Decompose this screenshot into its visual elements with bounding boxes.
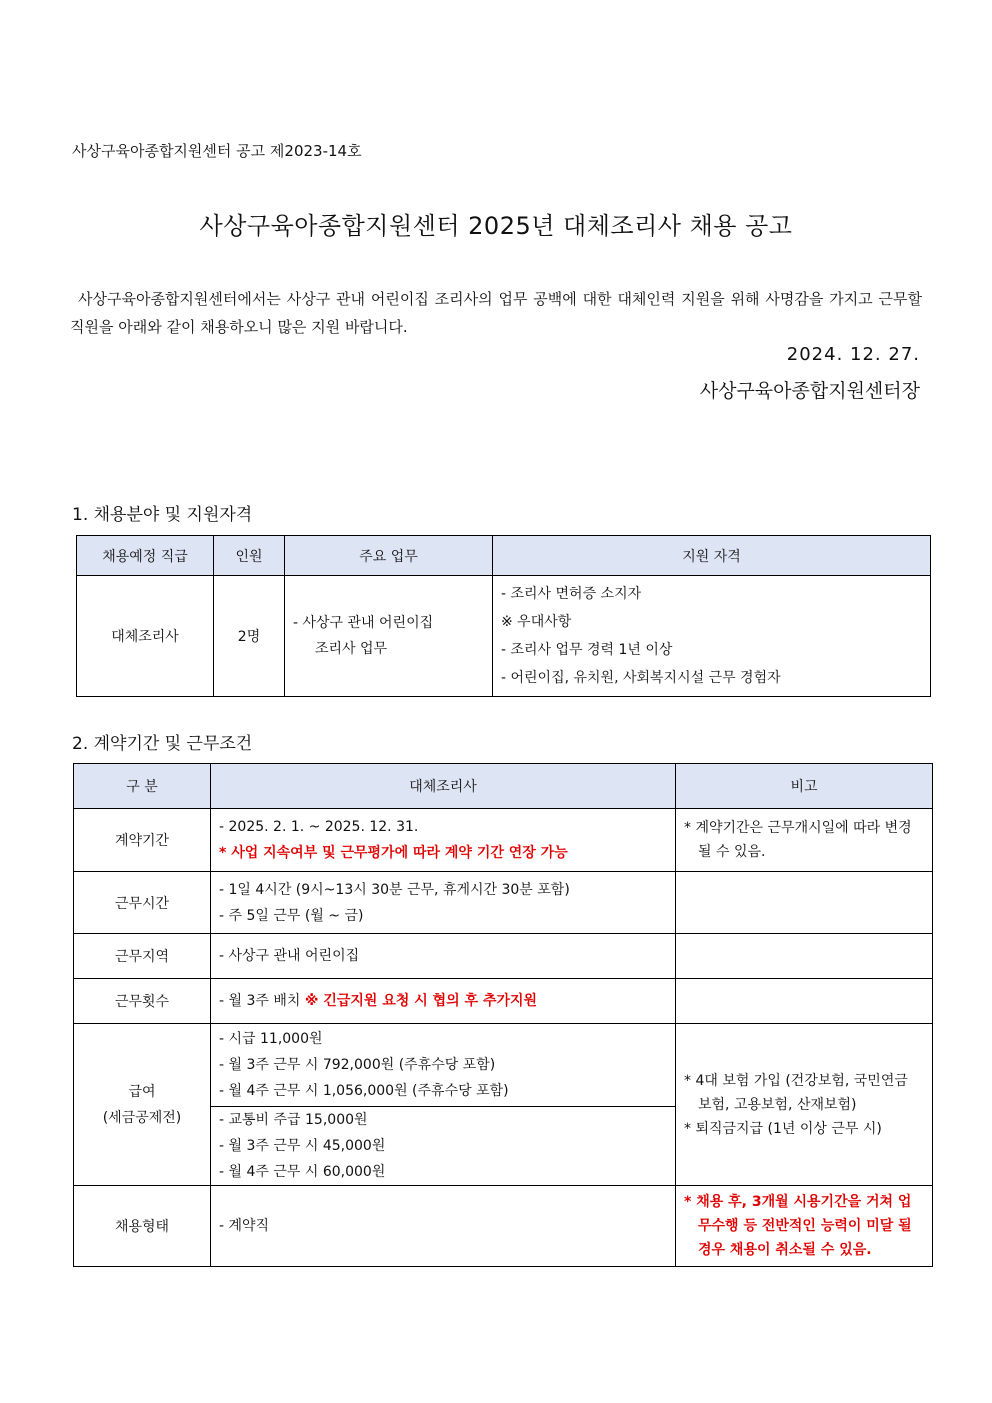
section1-heading: 1. 채용분야 및 지원자격 [72,505,253,525]
section2-heading: 2. 계약기간 및 근무조건 [72,734,253,754]
hours-line: - 주 5일 근무 (월 ~ 금) [219,907,364,924]
pay-label-sub: (세금공제전) [102,1109,182,1126]
hours-line: - 1일 4시간 (9시~13시 30분 근무, 휴게시간 30분 포함) [219,881,570,898]
wage-line: - 월 3주 근무 시 792,000원 (주휴수당 포함) [219,1057,496,1073]
wage-block [211,1024,675,1107]
hours-remark [676,872,933,934]
notice-date: 2024. 12. 27. [786,344,920,365]
table-row [74,872,933,934]
signer: 사상구육아종합지원센터장 [699,380,920,402]
transport-line: - 월 3주 근무 시 45,000원 [219,1138,386,1154]
transport-block [211,1107,675,1185]
duty-line: 조리사 업무 [315,641,388,657]
frequency-note: ※ 긴급지원 요청 시 협의 후 추가지원 [304,993,538,1009]
table-row [74,1186,933,1267]
severance-note: * 퇴직금지급 (1년 이상 근무 시) [684,1120,882,1137]
contract-cell [211,809,676,872]
col-header-category: 구 분 [74,764,211,809]
contract-period: - 2025. 2. 1. ~ 2025. 12. 31. [219,819,419,835]
intro-paragraph: 사상구육아종합지원센터에서는 사상구 관내 어린이집 조리사의 업무 공백에 대한 대체인력 지원을 위해 사명감을 가지고 근무할 직원을 아래와 같이 채용하오니 많은 지원 바랍니다. [70,290,922,336]
col-header-count: 인원 [214,536,285,576]
employment-label: 채용형태 [74,1186,211,1267]
duty-line: - 사상구 관내 어린이집 [293,615,434,631]
table-row [74,979,933,1024]
area-remark [676,934,933,979]
col-header-remarks: 비고 [676,764,933,809]
preference-heading: ※ 우대사항 [501,614,572,630]
hours-cell [211,872,676,934]
contract-label: 계약기간 [74,809,211,872]
probation-note: * 채용 후, 3개월 시용기간을 거쳐 업무수행 등 전반적인 능력이 미달 될 경우 채용이 취소될 수 있음. [676,1186,933,1267]
pay-cell [211,1024,676,1186]
employment-type: - 계약직 [211,1186,676,1267]
col-header-duty: 주요 업무 [285,536,493,576]
table-row [74,1024,933,1186]
col-header-cook: 대체조리사 [211,764,676,809]
pay-label: 급여 [128,1083,156,1100]
area-line: - 사상구 관내 어린이집 [211,934,676,979]
duty-cell [285,576,493,697]
col-header-position: 채용예정 직급 [77,536,214,576]
count-cell: 2명 [214,576,285,697]
table-row [74,934,933,979]
qualification-table [76,535,931,697]
frequency-label: 근무횟수 [74,979,211,1024]
frequency-cell [211,979,676,1024]
pay-label-cell [74,1024,211,1186]
table-row [74,809,933,872]
hours-label: 근무시간 [74,872,211,934]
wage-line: - 시급 11,000원 [219,1031,323,1047]
transport-line: - 월 4주 근무 시 60,000원 [219,1164,386,1180]
wage-line: - 월 4주 근무 시 1,056,000원 (주휴수당 포함) [219,1083,509,1099]
frequency-line: - 월 3주 배치 [219,993,301,1009]
contract-remark: * 계약기간은 근무개시일에 따라 변경될 수 있음. [676,809,933,872]
position-cell: 대체조리사 [77,576,214,697]
qualification-cell [493,576,931,697]
contract-extension-note: * 사업 지속여부 및 근무평가에 따라 계약 기간 연장 가능 [219,845,568,861]
page-title: 사상구육아종합지원센터 2025년 대체조리사 채용 공고 [199,212,793,240]
pay-remark [676,1024,933,1186]
transport-line: - 교통비 주급 15,000원 [219,1112,368,1128]
frequency-remark [676,979,933,1024]
qualification-line: - 조리사 면허증 소지자 [501,586,642,602]
table-row [77,576,931,697]
insurance-note: * 4대 보험 가입 (건강보험, 국민연금 보험, 고용보험, 산재보험) [684,1072,908,1113]
notice-number: 사상구육아종합지원센터 공고 제2023-14호 [72,142,362,160]
col-header-qualification: 지원 자격 [493,536,931,576]
conditions-table [73,763,933,1267]
area-label: 근무지역 [74,934,211,979]
qualification-line: - 어린이집, 유치원, 사회복지시설 근무 경험자 [501,670,781,686]
qualification-line: - 조리사 업무 경력 1년 이상 [501,642,673,658]
